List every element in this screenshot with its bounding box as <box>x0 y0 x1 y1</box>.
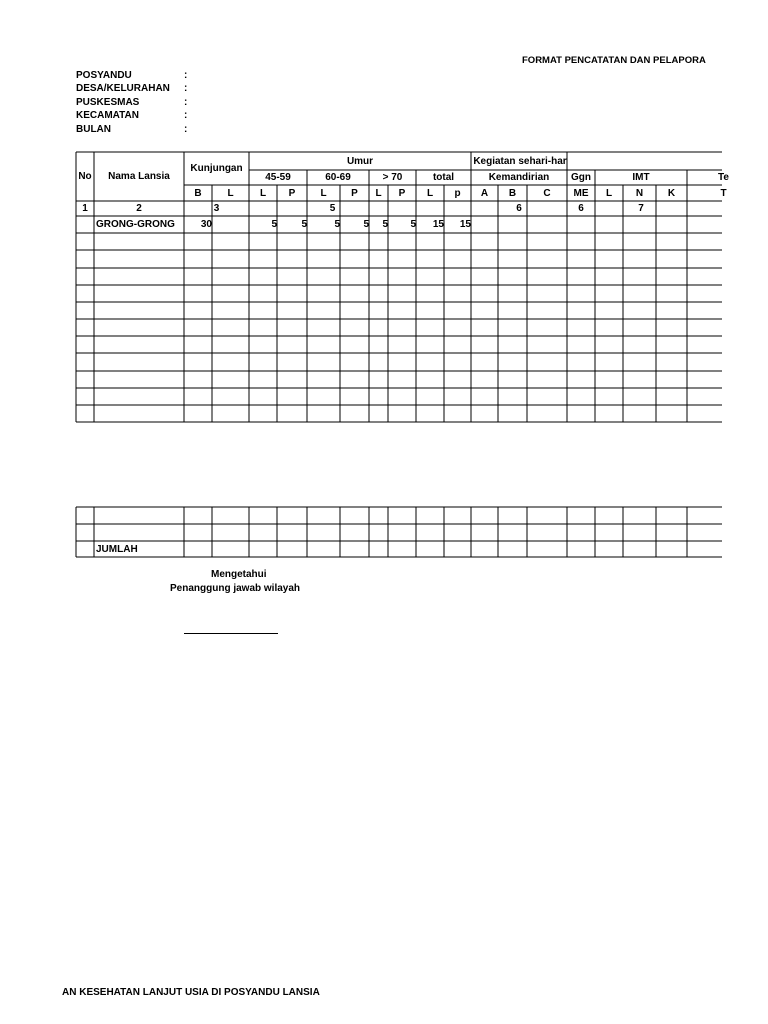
sub-header-umur: L <box>375 187 382 199</box>
header-colon: : <box>184 97 188 108</box>
mengetahui-label: Mengetahui <box>211 569 267 580</box>
header-colon: : <box>184 70 188 81</box>
col-header-ggn: Ggn <box>571 172 591 183</box>
col-header-kemandirian: Kemandirian <box>488 172 550 183</box>
age-group-header: total <box>432 172 455 183</box>
col-header-nama-lansia: Nama Lansia <box>108 171 170 182</box>
number-row-kegiatan: 6 <box>516 203 522 214</box>
header-colon: : <box>184 110 188 121</box>
col-header-kegiatan: Kegiatan sehari-har <box>473 155 567 167</box>
col-header-imt: IMT <box>632 172 650 183</box>
data-row-umur-value: 15 <box>432 219 444 230</box>
data-row-nama: GRONG-GRONG <box>96 219 175 230</box>
col-header-kunjungan: Kunjungan <box>190 163 243 174</box>
data-row-umur-value: 5 <box>271 219 277 230</box>
data-row-kunjungan-b: 30 <box>200 219 212 230</box>
header-colon: : <box>184 124 188 135</box>
sub-header-kemandirian: A <box>480 187 489 199</box>
sub-header-umur: p <box>454 187 461 199</box>
number-row-imt: 7 <box>638 203 644 214</box>
jumlah-label: JUMLAH <box>96 543 138 555</box>
number-row-nama: 2 <box>136 203 142 214</box>
sub-header-umur: P <box>351 187 358 199</box>
sub-header-umur: L <box>426 187 434 199</box>
header-colon: : <box>184 83 188 94</box>
header-label-puskesmas: PUSKESMAS <box>76 97 140 108</box>
age-group-header: > 70 <box>382 172 403 183</box>
number-row-ggn: 6 <box>578 203 584 214</box>
data-row-umur-value: 5 <box>363 219 369 230</box>
penanggung-jawab-label: Penanggung jawab wilayah <box>170 583 301 594</box>
signature-line <box>184 633 278 634</box>
sub-header-me: ME <box>573 187 589 199</box>
data-row-umur-value: 15 <box>459 219 471 230</box>
header-label-posyandu: POSYANDU <box>76 70 132 81</box>
sub-header-imt: K <box>667 187 676 199</box>
age-group-header: 60-69 <box>325 172 351 183</box>
data-row-umur-value: 5 <box>301 219 307 230</box>
sub-header-umur: L <box>259 187 267 199</box>
sub-header-kemandirian: C <box>543 187 551 199</box>
sub-header-umur: P <box>398 187 406 199</box>
number-row-kunjungan: 3 <box>213 203 220 214</box>
footer-title: AN KESEHATAN LANJUT USIA DI POSYANDU LANSIA <box>62 987 320 998</box>
col-header-umur: Umur <box>346 155 374 167</box>
sub-header-umur: P <box>288 187 296 199</box>
page-title: FORMAT PENCATATAN DAN PELAPORA <box>522 55 706 66</box>
header-label-kecamatan: KECAMATAN <box>76 110 139 121</box>
sub-header-l: L <box>227 187 234 199</box>
sub-header-t: T <box>720 187 727 199</box>
data-row-umur-value: 5 <box>334 219 340 230</box>
age-group-header: 45-59 <box>265 172 291 183</box>
header-label-desa-kelurahan: DESA/KELURAHAN <box>76 83 170 94</box>
data-row-umur-value: 5 <box>382 219 388 230</box>
number-row-umur: 5 <box>329 203 336 214</box>
number-row-no: 1 <box>82 203 88 214</box>
sub-header-umur: L <box>320 187 327 199</box>
data-row-umur-value: 5 <box>410 219 416 230</box>
sub-header-kemandirian: B <box>508 187 517 199</box>
header-label-bulan: BULAN <box>76 124 111 135</box>
sub-header-imt: N <box>635 187 644 199</box>
sub-header-imt: L <box>605 187 613 199</box>
sub-header-b: B <box>194 187 202 199</box>
col-header-no: No <box>78 171 92 182</box>
col-header-te: Te <box>718 172 729 183</box>
